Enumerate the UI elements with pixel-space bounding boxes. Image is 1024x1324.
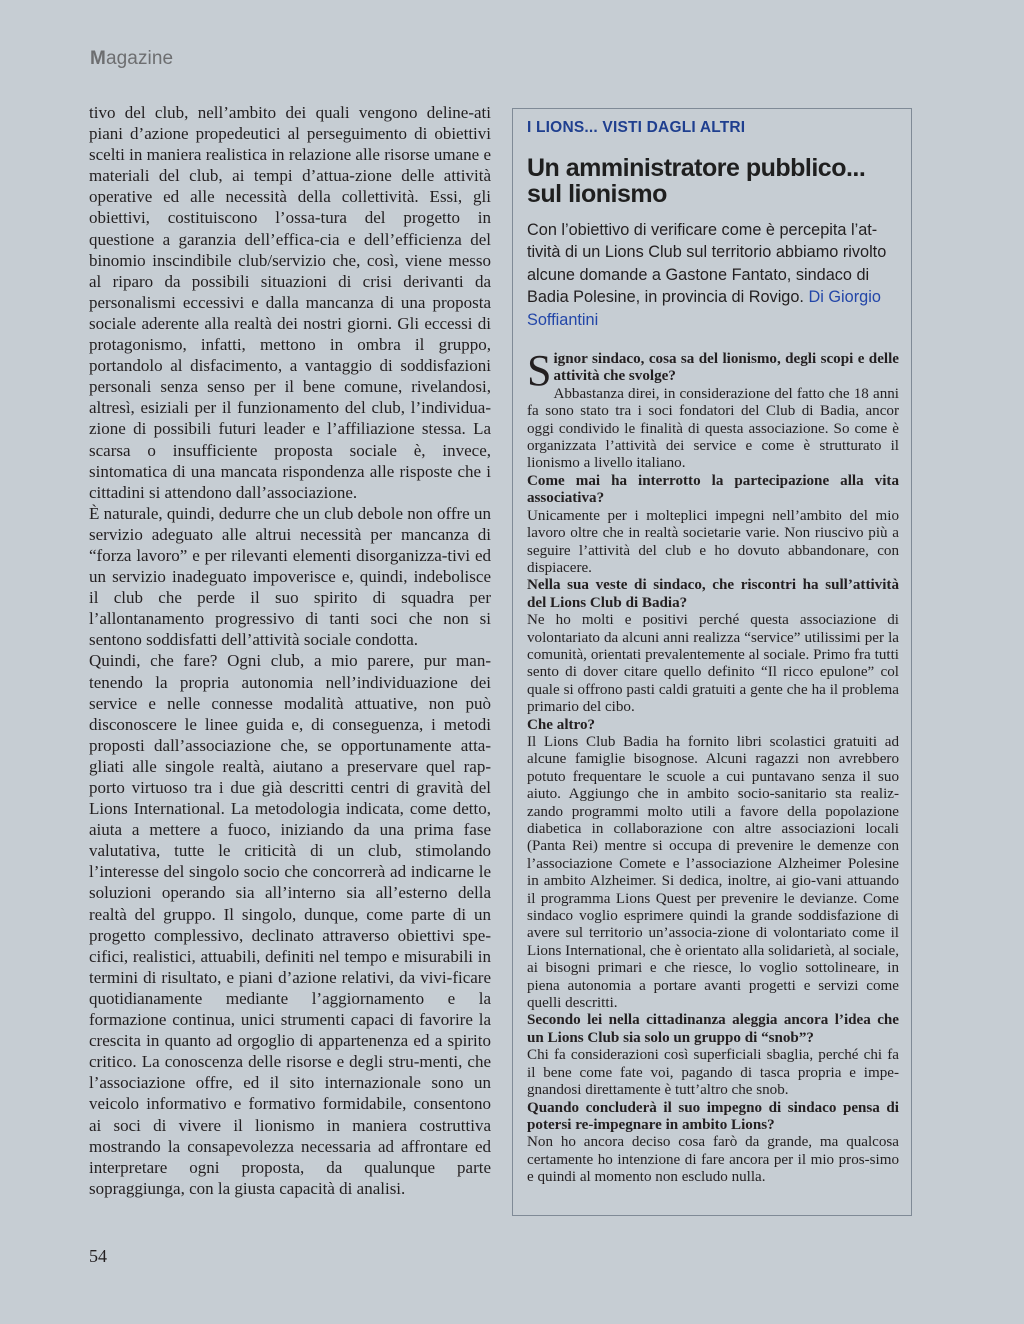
interview-answer: Il Lions Club Badia ha fornito libri scolastici gratuiti ad alcune famiglie bisognose. Alcuni ragazzi non avrebbero potuto frequentare le scuole a cui puntavano senza il suo aiuto. Aggiungo che in ambito socio-sanitario sta realiz-zando programmi molto utili a favore della popolazione diabetica in collaborazione con altre associazioni locali (Panta Rei) mentre si occupa di prevenire le demenze con l’associazione Comete e l’associazione Alzheimer Polesine in ambito Alzheimer. Si dedica, inoltre, ai gio-vani attuando il programma Lions Quest per prevenire le devianze. Come sindaco voglio esprimere quindi la grande soddisfazione di avere sul territorio un’associa-zione di volontariato come il Lions International, che è orientato alla solidarietà, al sociale, ai bisogni primari e che riesce, lo voglio sottolineare, in piena autonomia a portare avanti progetti e servizi come quelli descritti. [527,733,899,1012]
interview-body [527,346,899,1187]
main-article-column [89,102,491,1199]
section-kicker: I LIONS... VISTI DAGLI ALTRI [527,119,746,136]
page-number: 54 [89,1246,107,1266]
interview-question: Quando concluderà il suo impegno di sindaco pensa di potersi re-impegnare in ambito Lions? [527,1099,899,1133]
interview-question [527,346,899,396]
lead-text: Con l’obiettivo di verificare come è percepita l’at-tività di un Lions Club sul territorio abbiamo rivolto alcune domande a Gastone Fantato, sindaco di Badia Polesine, in provincia di Rovigo. [527,221,887,307]
article-lead [527,219,899,331]
interview-question: Come mai ha interrotto la partecipazione alla vita associativa? [527,472,899,507]
byline: Di Giorgio Soffiantini [527,288,881,329]
interview-sidebar [512,108,912,1216]
body-paragraph: È naturale, quindi, dedurre che un club debole non offre un servizio adeguato alle altrui necessità per mancanza di “forza lavoro” e per rilevanti elementi disorganizza-tivi ed un servizio inadeguato impoverisce e, quindi, indebolisce il club che perde il suo spirito di squadra per l’allontanamento progressivo di tanti soci che non si sentono soddisfatti dell’attività sociale condotta. [89,503,491,650]
interview-question: Secondo lei nella cittadinanza aleggia ancora l’idea che un Lions Club sia solo un gruppo di “snob”? [527,1012,899,1046]
magazine-brand [90,48,173,70]
interview-answer: Non ho ancora deciso cosa farò da grande, ma qualcosa certamente ho intenzione di fare ancora per il mio pros-simo e quindi al momento non escludo nulla. [527,1134,899,1186]
drop-cap: S [527,346,552,396]
interview-answer: Ne ho molti e positivi perché questa associazione di volontariato da alcuni anni realizza “service” utilissimi per la comunità, orientati prevalentemente al sociale. Primo fra tutti sento di dover citare quello definito “Il ricco epulone” col quale si offrono pasti caldi gratuiti a gente che ha il problema primario del cibo. [527,612,899,716]
interview-answer: Abbastanza direi, in considerazione del fatto che 18 anni fa sono stato tra i soci fondatori del Club di Badia, ancor oggi condivido le finalità di questa associazione. So come è organizzata l’attività dei service e come è strutturato il lionismo a livello italiano. [527,385,899,472]
body-paragraph: Quindi, che fare? Ogni club, a mio parere, pur man-tenendo la propria autonomia nell’individuazione dei service e nelle connesse modalità attuative, non può disconoscere le linee guida e, di conseguenza, i metodi proposti dall’associazione che, se opportunamente atta-gliati alle singole realtà, aiutano a preservare quel rap-porto virtuoso tra i due già descritti centri di gravità del Lions International. La metodologia indicata, come detto, aiuta a mettere a fuoco, iniziando da una prima fase valutativa, tutte le criticità di un club, stimolando l’interesse del singolo socio che concorrerà ad indicarne le soluzioni operando sia all’interno sia all’esterno della realtà del gruppo. Il singolo, dunque, come parte di un progetto complessivo, declinato attraverso obiettivi spe-cifici, realistici, attuabili, definiti nel tempo e misurabili in termini di risultato, e piani d’azione relativi, da vivi-ficare quotidianamente mediante l’aggiornamento e la formazione continua, unici strumenti capaci di favorire la crescita in quanto ad orgoglio di appartenenza ed a spirito critico. La conoscenza delle risorse e degli stru-menti, che l’associazione offre, ed il sito internazionale sono un veicolo informativo e formativo formidabile, consentono ai soci di vivere il lionismo in maniera costruttiva mostrando la consapevolezza necessaria ad affrontare ed interpretare ogni proposta, da qualunque parte sopraggiunga, con la giusta capacità di analisi. [89,651,491,1198]
question-text: ignor sindaco, cosa sa del lionismo, degli scopi e delle attività che svolge? [553,351,899,385]
interview-question: Che altro? [527,716,596,733]
brand-initial: M [90,48,106,69]
article-headline: Un amministratore pubblico... sul lionismo [527,154,866,208]
interview-answer: Unicamente per i molteplici impegni nell’ambito del mio lavoro oltre che in realtà societarie varie. Non riuscivo più a seguire l’attività del club e ho dovuto abbandonare, con dispiacere. [527,507,899,576]
body-paragraph: tivo del club, nell’ambito dei quali vengono deline-ati piani d’azione propedeutici al perseguimento di obiettivi scelti in maniera realistica in relazione alle risorse umane e materiali del club, ai tempi d’attua-zione delle attività operative ed alle necessità della collettività. Essi, gli obiettivi, costituiscono l’ossa-tura del progetto in questione a garanzia dell’effica-cia e dell’efficienza del binomio inscindibile club/servizio che, così, viene messo al riparo da possibili situazioni di crisi derivanti da personalismi eccessivi e dalla mancanza di una proposta sociale aderente alla realtà dei nostri giorni. Gli eccessi di protagonismo, infatti, mettono in ombra il gruppo, portandolo al disfacimento, a vantaggio di soddisfazioni personali senza senso per il bene comune, rivelandosi, altresì, esiziali per il funzionamento del club, l’individua-zione di possibili futuri leader e l’affiliazione stessa. La scarsa o insufficiente proposta sociale è, invece, sintomatica di una mancata rispondenza alle risposte che i cittadini si attendono dall’associazione. [89,103,491,502]
interview-answer: Chi fa considerazioni così superficiali sbaglia, perché chi fa il bene come fate voi, pagando di tasca propria e impe-gnandosi direttamente è tutt’altro che snob. [527,1047,899,1099]
brand-rest: agazine [105,48,174,69]
interview-question: Nella sua veste di sindaco, che riscontri ha sull’attività del Lions Club di Badia? [527,577,899,611]
